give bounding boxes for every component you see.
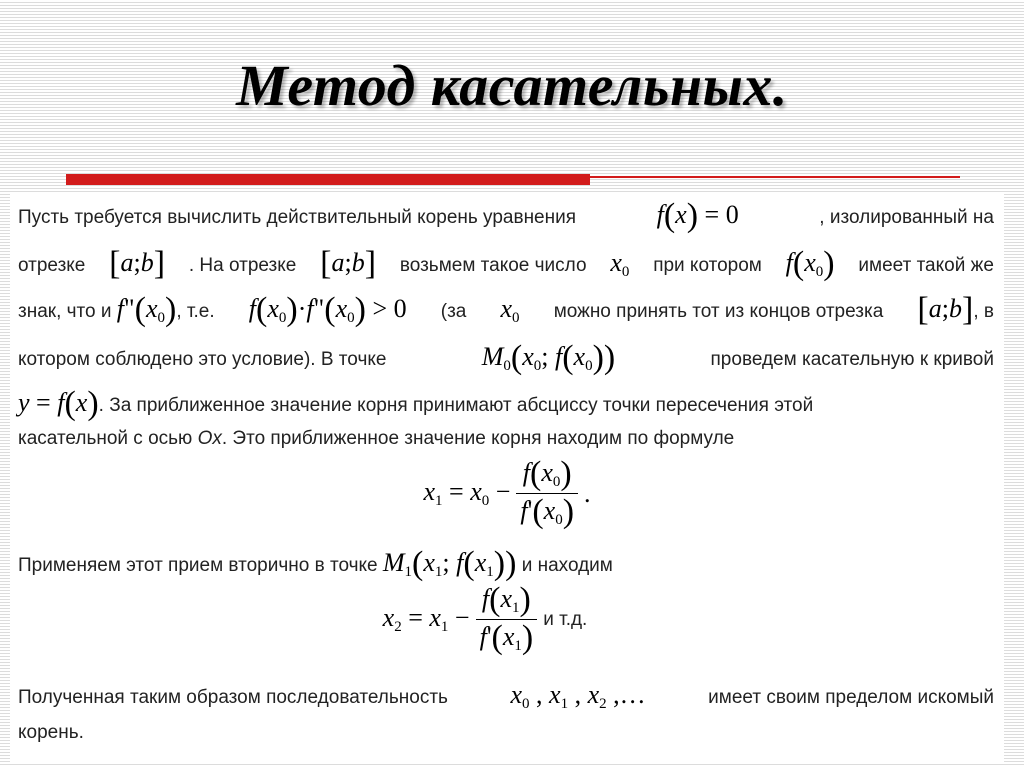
formula-second-derivative: $f"(x_0)$ (116, 291, 177, 328)
formula-x2: $x_2 = x_1$ − $\frac{f(x_1)}{f'(x_1)}$ и т.д. (382, 581, 588, 656)
formula-point-m0: $M_0(x_0$; $f(x_0)$) (481, 339, 616, 376)
title-underline-thick (66, 174, 590, 185)
formula-point-m1: $M_1(x_1$; $f(x_1)$) (382, 545, 517, 582)
formula-interval: [a;b] (320, 245, 377, 282)
text-line-8: Полученная таким образом последовательность $x_0$ , $x_1$ , $x_2$ ,… имеет своим пределом искомый (18, 680, 994, 712)
formula-sequence: $x_0$ , $x_1$ , $x_2$ ,… (510, 680, 646, 712)
formula-f-x0: $f(x_0)$ (785, 245, 835, 282)
fraction: $\frac{f(x_0)}{f'(x_0)}$ (516, 458, 578, 529)
formula-interval: [a;b] (917, 291, 974, 328)
fraction: $\frac{f(x_1)}{f'(x_1)}$ (476, 584, 538, 655)
formula-interval: [a;b] (109, 245, 166, 282)
formula-condition: $f(x_0)\cdot f"(x_0) > 0$ (248, 291, 407, 328)
title-underline-thin (590, 176, 960, 178)
text-line-6: касательной с осью Ox. Это приближенное значение корня находим по формуле (18, 428, 735, 449)
page-title: Метод касательных. (236, 53, 788, 118)
text-line-9: корень. (18, 722, 84, 743)
formula-curve: y = f(x) (18, 385, 99, 422)
formula-equation: f(x) = 0 (656, 197, 739, 234)
formula-x0: $x_0$ (500, 294, 520, 326)
text-line-1: Пусть требуется вычислить действительный корень уравнения f(x) = 0 , изолированный на (18, 197, 994, 234)
content-panel (10, 192, 1004, 762)
text-line-7: Применяем этот прием вторично в точке $M_1(x_1$; $f(x_1)$) и находим (18, 545, 613, 582)
formula-x1: $x_1 = x_0$ − $\frac{f(x_0)}{f'(x_0)}$ . (423, 455, 591, 530)
text-line-2: отрезке [a;b] . На отрезке [a;b] возьмем такое число $x_0$ при котором $f(x_0)$ имеет такой же (18, 245, 994, 282)
text-line-5: y = f(x). За приближенное значение корня принимают абсциссу точки пересечения этой (18, 385, 814, 422)
text-line-3: знак, что и $f"(x_0)$, т.е. $f(x_0)\cdot f"(x_0) > 0$ (за $x_0$ можно принять тот из концов отрезка [a;b], в (18, 291, 994, 328)
formula-x0: $x_0$ (610, 248, 630, 280)
text-line-4: котором соблюдено это условие). В точке $M_0(x_0$; $f(x_0)$) проведем касательную к кривой (18, 339, 994, 376)
